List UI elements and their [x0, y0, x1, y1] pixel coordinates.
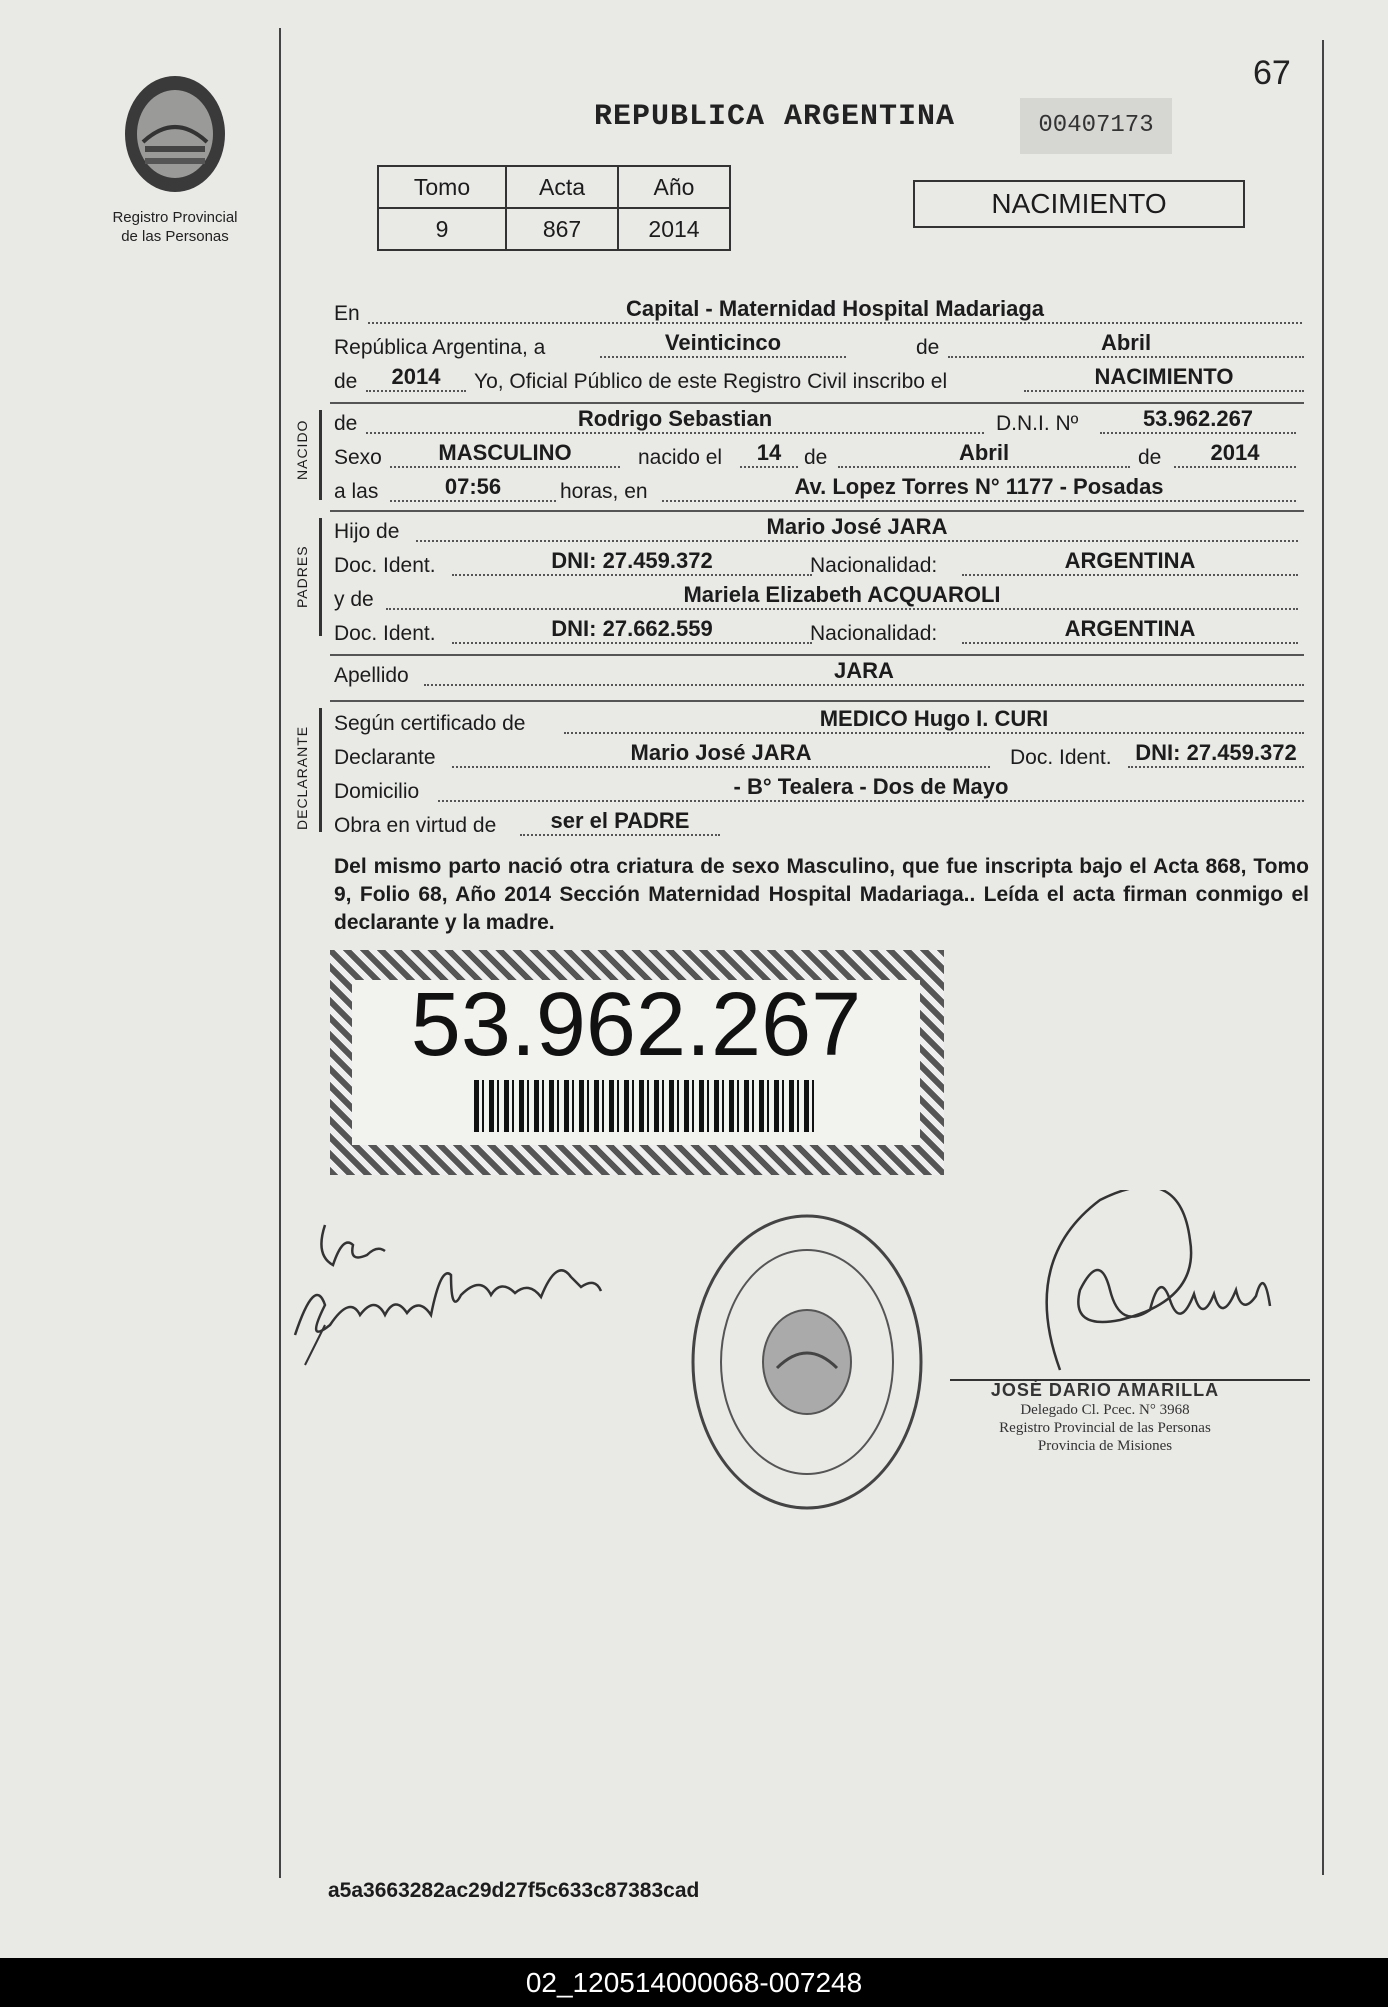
label-y-de: y de: [334, 588, 374, 611]
label-horas-en: horas, en: [560, 480, 648, 503]
side-label-nacido: NACIDO: [294, 419, 310, 480]
barcode-number: 53.962.267: [410, 975, 862, 1075]
row-certificado: [334, 706, 1304, 736]
value-dia-nac: 14: [740, 440, 798, 468]
label-en: En: [334, 302, 360, 325]
value-padre-doc: DNI: 27.459.372: [452, 548, 812, 576]
label-segun: Según certificado de: [334, 712, 526, 735]
bracket-padres: [319, 518, 322, 636]
value-tomo: 9: [378, 208, 506, 250]
row-madre: [334, 582, 1298, 612]
separator-2: [330, 510, 1304, 512]
value-mes: Abril: [948, 330, 1304, 358]
label-apellido: Apellido: [334, 664, 409, 687]
observaciones-paragraph: Del mismo parto nació otra criatura de sexo Masculino, que fue inscripta bajo el Acta 868, Tomo 9, Folio 68, Año 2014 Sección Maternidad Hospital Madariaga.. Leída el acta firman conmigo el declarante y la madre.: [334, 855, 1309, 934]
value-certificado: MEDICO Hugo I. CURI: [564, 706, 1304, 734]
logo-text-1: Registro Provincial: [112, 209, 238, 226]
label-republica: República Argentina, a: [334, 336, 546, 359]
signature-official-icon: [930, 1190, 1320, 1390]
row-obra: [334, 808, 1304, 838]
label-dni: D.N.I. Nº: [996, 412, 1079, 435]
page-number: 67: [1253, 54, 1291, 92]
bracket-nacido: [319, 410, 322, 500]
document-hash: a5a3663282ac29d27f5c633c87383cad: [328, 1879, 700, 1902]
coat-of-arms-icon: [115, 72, 235, 202]
label-doc-ident-2: Doc. Ident.: [334, 622, 436, 645]
row-declarante: [334, 740, 1304, 770]
header-acta: Acta: [506, 166, 618, 208]
official-line-2: Registro Provincial de las Personas: [999, 1420, 1211, 1436]
value-lugar: Capital - Maternidad Hospital Madariaga: [368, 296, 1302, 324]
value-acta: 867: [506, 208, 618, 250]
value-declarante-doc: DNI: 27.459.372: [1128, 740, 1304, 768]
label-de-2: de: [334, 370, 358, 393]
side-label-declarante: DECLARANTE: [294, 725, 310, 830]
label-de-3: de: [334, 412, 358, 435]
label-yo: Yo, Oficial Público de este Registro Civil inscribo el: [474, 370, 948, 393]
separator-1: [330, 402, 1304, 404]
value-dia-letras: Veinticinco: [600, 330, 846, 358]
barcode-icon: [474, 1080, 819, 1132]
header-anio: Año: [618, 166, 730, 208]
row-sexo: [334, 440, 1296, 470]
value-anio-nac: 2014: [1174, 440, 1296, 468]
logo-text-2: de las Personas: [121, 228, 229, 245]
value-padre-nac: ARGENTINA: [962, 548, 1298, 576]
row-hora: [334, 474, 1296, 504]
file-id-bar: [0, 1958, 1388, 2007]
official-seal-icon: [685, 1210, 930, 1515]
signature-mother-icon: [285, 1205, 705, 1375]
value-tipo: NACIMIENTO: [1024, 364, 1304, 392]
value-obra: ser el PADRE: [520, 808, 720, 836]
label-domicilio: Domicilio: [334, 780, 420, 803]
bracket-declarante: [319, 708, 322, 832]
row-lugar: [334, 296, 1304, 326]
row-apellido: [334, 658, 1304, 688]
value-madre: Mariela Elizabeth ACQUAROLI: [386, 582, 1298, 610]
label-doc-ident-3: Doc. Ident.: [1010, 746, 1112, 769]
tomo-acta-anio-table: [377, 165, 731, 251]
label-nacionalidad-2: Nacionalidad:: [810, 622, 938, 645]
right-margin-line: [1322, 40, 1324, 1875]
separator-3: [330, 654, 1304, 656]
file-id: 02_120514000068-007248: [525, 1967, 863, 1998]
row-padre: [334, 514, 1298, 544]
label-de-5: de: [1138, 446, 1162, 469]
row-domicilio: [334, 774, 1304, 804]
value-dni: 53.962.267: [1100, 406, 1296, 434]
value-sexo: MASCULINO: [390, 440, 620, 468]
value-domicilio-nac: Av. Lopez Torres N° 1177 - Posadas: [662, 474, 1296, 502]
label-nacionalidad-1: Nacionalidad:: [810, 554, 938, 577]
row-inscripcion: [334, 364, 1304, 394]
row-nombre: [334, 406, 1294, 436]
official-stamp: [955, 1380, 1255, 1455]
value-apellido: JARA: [424, 658, 1304, 686]
value-hora: 07:56: [390, 474, 556, 502]
country-title: REPUBLICA ARGENTINA: [594, 100, 956, 134]
label-doc-ident-1: Doc. Ident.: [334, 554, 436, 577]
official-name: JOSÉ DARIO AMARILLA: [990, 1380, 1220, 1400]
row-madre-doc: [334, 616, 1298, 646]
value-mes-nac: Abril: [838, 440, 1130, 468]
registry-logo: [105, 72, 245, 245]
value-anio-inscripcion: 2014: [366, 364, 466, 392]
side-label-padres: PADRES: [294, 545, 310, 608]
value-padre: Mario José JARA: [416, 514, 1298, 542]
row-padre-doc: [334, 548, 1298, 578]
label-hijo-de: Hijo de: [334, 520, 400, 543]
label-nacido-el: nacido el: [638, 446, 723, 469]
label-de-1: de: [916, 336, 940, 359]
value-madre-nac: ARGENTINA: [962, 616, 1298, 644]
official-line-1: Delegado Cl. Pcec. N° 3968: [1020, 1402, 1190, 1418]
separator-4: [330, 700, 1304, 702]
official-line-3: Provincia de Misiones: [1037, 1438, 1173, 1454]
left-margin-line: [279, 28, 281, 1878]
value-nombre: Rodrigo Sebastian: [366, 406, 984, 434]
value-declarante: Mario José JARA: [452, 740, 990, 768]
label-declarante: Declarante: [334, 746, 436, 769]
label-obra: Obra en virtud de: [334, 814, 497, 837]
row-fecha: [334, 330, 1304, 360]
label-de-4: de: [804, 446, 828, 469]
serial-number: 00407173: [1020, 98, 1172, 154]
header-tomo: Tomo: [378, 166, 506, 208]
record-type-box: NACIMIENTO: [913, 180, 1245, 228]
value-anio: 2014: [618, 208, 730, 250]
dni-barcode-label: [330, 950, 944, 1175]
label-sexo: Sexo: [334, 446, 382, 469]
value-madre-doc: DNI: 27.662.559: [452, 616, 812, 644]
label-a-las: a las: [334, 480, 379, 503]
value-declarante-domicilio: - B° Tealera - Dos de Mayo: [438, 774, 1304, 802]
